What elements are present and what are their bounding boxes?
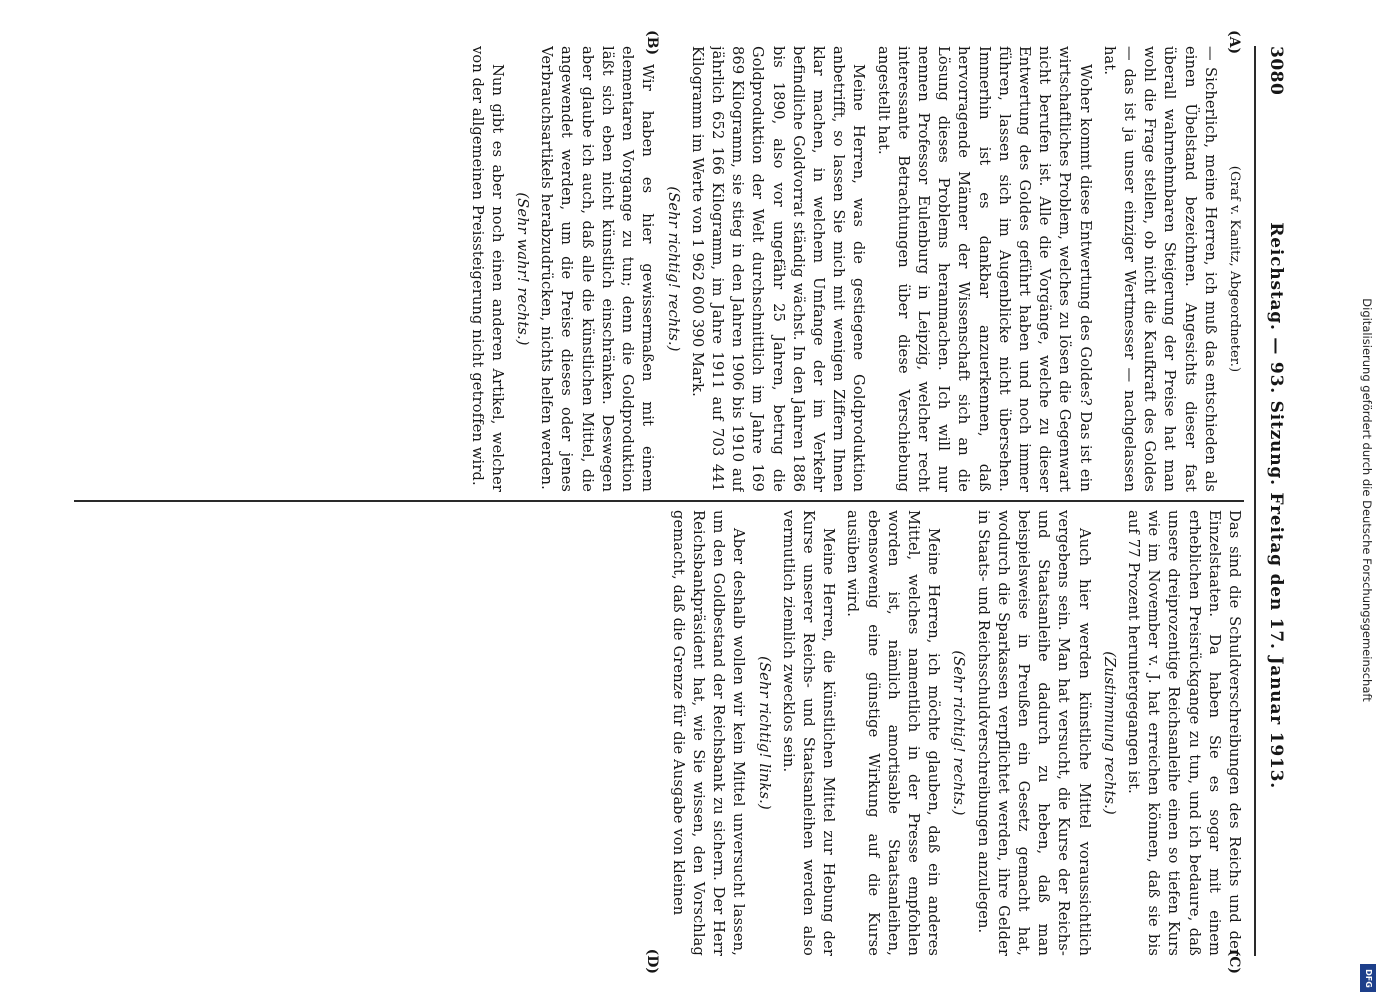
right-column	[74, 510, 1244, 956]
speaker-line: (Graf v. Kanitz, Abgeordneter.)	[1227, 165, 1242, 373]
left-column	[74, 46, 1244, 492]
paragraph: Woher kommt diese Entwertung des Goldes? Das ist ein wirtschaftliches Problem, welches zu lösen die Gegenwart nicht berufen ist. Alle die Vorgänge, welche zu dieser Entwertung des Goldes geführt haben und noch immer führen, lassen sich im Augenblicke nicht übersehen. Immerhin ist es dankbar anzuerkennen, daß hervorragende Männer der Wissenschaft sich an die Lösung dieses Problems heranmachen. Ich will nur nennen Professor Eulenburg in Leipzig, welcher recht interessante Betrachtungen über diese Verschiebung angestellt hat.	[874, 46, 1094, 492]
column-rule	[74, 500, 1244, 502]
paragraph: Das sind die Schuldverschreibungen des Reichs und der Einzelstaaten. Da haben Sie es sogar mit einem erheblichen Preisrückgange zu tun, und ich bedaure, daß unsere dreiprozentige Reichsanleihe einen so tiefen Kurs wie im November v. J. hat erreichen können, daß sie bis auf 77 Prozent heruntergegangen ist.	[1124, 510, 1243, 956]
header-rule	[1254, 46, 1256, 956]
paragraph: Meine Herren, die künstlichen Mittel zur Hebung der Kurse unserer Reichs- und Staatsanleihen werden also vermutlich ziemlich zwecklos sein.	[779, 510, 838, 956]
rotated-page-content	[60, 28, 1300, 974]
margin-marker-c: (C)	[1226, 949, 1242, 974]
margin-marker-a: (A)	[1226, 30, 1242, 55]
paragraph: Meine Herren, was die gestiegene Goldproduktion anbetrifft, so lassen Sie mich mit wenigen Ziffern Ihnen klar machen, in welchem Umfange der im Verkehr befindliche Goldvorrat ständig wächst. In den Jahren 1886 bis 1890, also vor ungefähr 25 Jahren, betrug die Goldproduktion der Welt durchschnittlich im Jahre 169 869 Kilogramm, sie stieg in den Jahren 1906 bis 1910 auf jährlich 652 166 Kilogramm, im Jahre 1911 auf 703 441 Kilogramm im Werte von 1 962 600 390 Mark.	[688, 46, 868, 492]
credit-text: Digitalisierung gefördert durch die Deutsche Forschungsgemeinschaft	[1360, 298, 1374, 702]
dfg-logo-icon: DFG	[1360, 964, 1376, 992]
reaction: (Sehr richtig! links.)	[755, 656, 773, 810]
margin-marker-b: (B)	[644, 30, 660, 56]
scanned-page	[60, 28, 1300, 974]
reaction: (Zustimmung rechts.)	[1100, 651, 1118, 815]
paragraph: Aber deshalb wollen wir kein Mittel unversucht lassen, um den Goldbestand der Reichsbank zu sichern. Der Herr Reichsbankpräsident hat, wie Sie wissen, den Vorschlag gemacht, daß die Grenze für die Ausgabe von kleinen	[669, 510, 748, 956]
margin-marker-d: (D)	[644, 948, 660, 974]
page-number: 3080	[1266, 46, 1286, 96]
paragraph: Wir haben es hier gewissermaßen mit einem elementaren Vorgange zu tun; denn die Goldproduktion läßt sich eben nicht künstlich einschränken. Deswegen aber glaube ich auch, daß alle die künstlichen Mittel, die angewendet werden, um die Preise dieses oder jenes Verbrauchsartikels herabzudrücken, nichts helfen werden.	[538, 46, 657, 492]
page-title: Reichstag. — 93. Sitzung. Freitag den 17. Januar 1913.	[1266, 222, 1286, 789]
paragraph: Meine Herren, ich möchte glauben, daß ein anderes Mittel, welches namentlich in der Presse empfohlen worden ist, nämlich amortisable Staatsanleihen, ebensowenig eine günstige Wirkung auf die Kurse ausüben wird.	[844, 510, 943, 956]
paragraph: Nun gibt es aber noch einen anderen Artikel, welcher von der allgemeinen Preissteigerung nicht getroffen wird.	[468, 46, 506, 492]
reaction: (Sehr richtig! rechts.)	[664, 186, 682, 352]
reaction: (Sehr wahr! rechts.)	[514, 192, 532, 346]
paragraph: — Sicherlich, meine Herren, ich muß das entschieden als einen Übelstand bezeichnen. Angesichts dieser fast überall wahrnehmbaren Steigerung der Preise hat man wohl die Frage stellen, ob nicht die Kaufkraft des Goldes — das ist ja unser einziger Wertmesser — nachgelassen hat.	[1100, 46, 1219, 492]
reaction: (Sehr richtig! rechts.)	[950, 650, 968, 816]
digitization-credit	[1353, 0, 1381, 1000]
paragraph: Auch hier werden künstliche Mittel voraussichtlich vergebens sein. Man hat versucht, die Kurse der Reichs- und Staatsanleihe dadurch zu heben, daß man beispielsweise in Preußen ein Gesetz gemacht hat, wodurch die Sparkassen verpflichtet werden, ihre Gelder in Staats- und Reichsschuldverschreibungen anzulegen.	[974, 510, 1093, 956]
page-header	[1260, 46, 1286, 956]
